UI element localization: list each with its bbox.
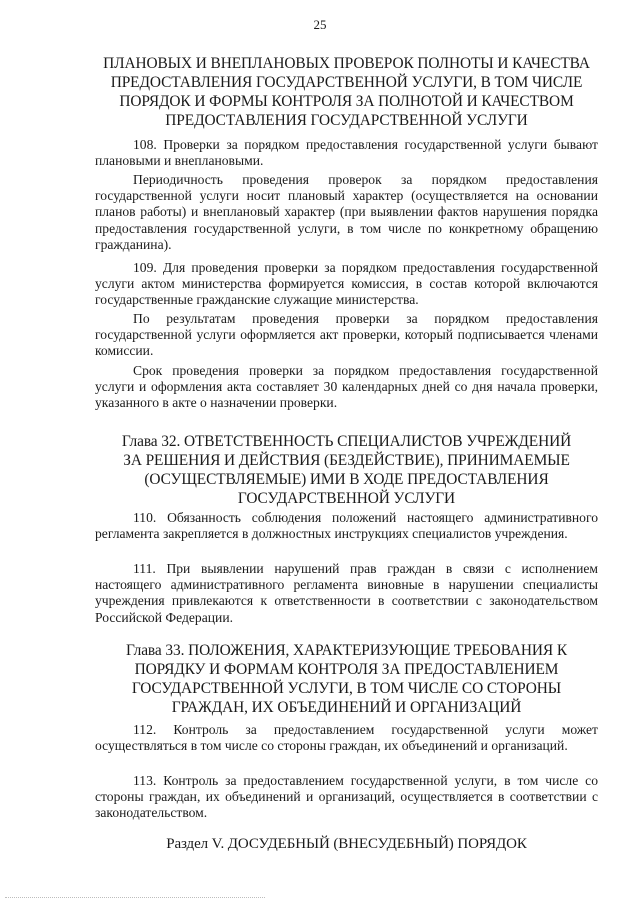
paragraph-109-term: Срок проведения проверки за порядком предоставления государственной услуги и оформления акта составляет 30 календарных дней со дня начала проверки, указанного в акте о назначении проверки. — [95, 363, 598, 411]
heading-line: ПРЕДОСТАВЛЕНИЯ ГОСУДАРСТВЕННОЙ УСЛУГИ, В ТОМ ЧИСЛЕ — [110, 74, 583, 91]
page-number: 25 — [313, 17, 327, 32]
paragraph-110: 110. Обязанность соблюдения положений настоящего административного регламента закрепляется в должностных инструкциях специалистов учреждения. — [95, 510, 598, 542]
paragraph-109-results: По результатам проведения проверки за порядком предоставления государственной услуги оформляется акт проверки, который подписывается членами комиссии. — [95, 311, 598, 359]
section-heading-inspections — [95, 54, 598, 130]
heading-line: ГОСУДАРСТВЕННОЙ УСЛУГИ — [237, 490, 456, 507]
heading-line: ПОРЯДОК И ФОРМЫ КОНТРОЛЯ ЗА ПОЛНОТОЙ И КАЧЕСТВОМ — [119, 93, 574, 110]
chapter-32-heading — [95, 432, 598, 508]
heading-line: Глава 32. ОТВЕТСТВЕННОСТЬ СПЕЦИАЛИСТОВ УЧРЕЖДЕНИЙ — [121, 433, 572, 450]
scan-artifact-line — [5, 897, 265, 898]
paragraph-108-periodicity: Периодичность проведения проверок за порядком предоставления государственной услуги носит плановый характер (осуществляется на основании планов работы) и внеплановый характер (при выявлении фактов нарушения порядка предоставления государственной услуги, в том числе по конкретному обращению гражданина). — [95, 172, 598, 252]
heading-line: ГОСУДАРСТВЕННОЙ УСЛУГИ, В ТОМ ЧИСЛЕ СО СТОРОНЫ — [131, 680, 562, 697]
heading-line: ЗА РЕШЕНИЯ И ДЕЙСТВИЯ (БЕЗДЕЙСТВИЕ), ПРИНИМАЕМЫЕ — [123, 452, 570, 469]
paragraph-111: 111. При выявлении нарушений прав граждан в связи с исполнением настоящего административного регламента виновные в нарушении специалисты учреждения привлекаются к ответственности в соответствии с законодательством Российской Федерации. — [95, 561, 598, 625]
chapter-33-heading — [95, 641, 598, 717]
paragraph-109: 109. Для проведения проверки за порядком предоставления государственной услуги актом министерства формируется комиссия, в состав которой включаются государственные гражданские служащие министерства. — [95, 260, 598, 308]
heading-line: ПРЕДОСТАВЛЕНИЯ ГОСУДАРСТВЕННОЙ УСЛУГИ — [165, 112, 528, 129]
heading-line: ГРАЖДАН, ИХ ОБЪЕДИНЕНИЙ И ОРГАНИЗАЦИЙ — [171, 699, 522, 716]
heading-line: ПЛАНОВЫХ И ВНЕПЛАНОВЫХ ПРОВЕРОК ПОЛНОТЫ И КАЧЕСТВА — [103, 55, 590, 72]
heading-line: (ОСУЩЕСТВЛЯЕМЫЕ) ИМИ В ХОДЕ ПРЕДОСТАВЛЕНИЯ — [144, 471, 549, 488]
paragraph-108: 108. Проверки за порядком предоставления государственной услуги бывают плановыми и внеплановыми. — [95, 137, 598, 169]
section-v-heading — [95, 835, 598, 854]
paragraph-112: 112. Контроль за предоставлением государственной услуги может осуществляться в том числе со стороны граждан, их объединений и организаций. — [95, 722, 598, 754]
paragraph-113: 113. Контроль за предоставлением государственной услуги, в том числе со стороны граждан, их объединений и организаций, осуществляется в соответствии с законодательством. — [95, 773, 598, 821]
heading-line: Глава 33. ПОЛОЖЕНИЯ, ХАРАКТЕРИЗУЮЩИЕ ТРЕБОВАНИЯ К — [125, 642, 568, 659]
heading-line: Раздел V. ДОСУДЕБНЫЙ (ВНЕСУДЕБНЫЙ) ПОРЯДОК — [166, 836, 527, 852]
heading-line: ПОРЯДКУ И ФОРМАМ КОНТРОЛЯ ЗА ПРЕДОСТАВЛЕНИЕМ — [134, 661, 559, 678]
